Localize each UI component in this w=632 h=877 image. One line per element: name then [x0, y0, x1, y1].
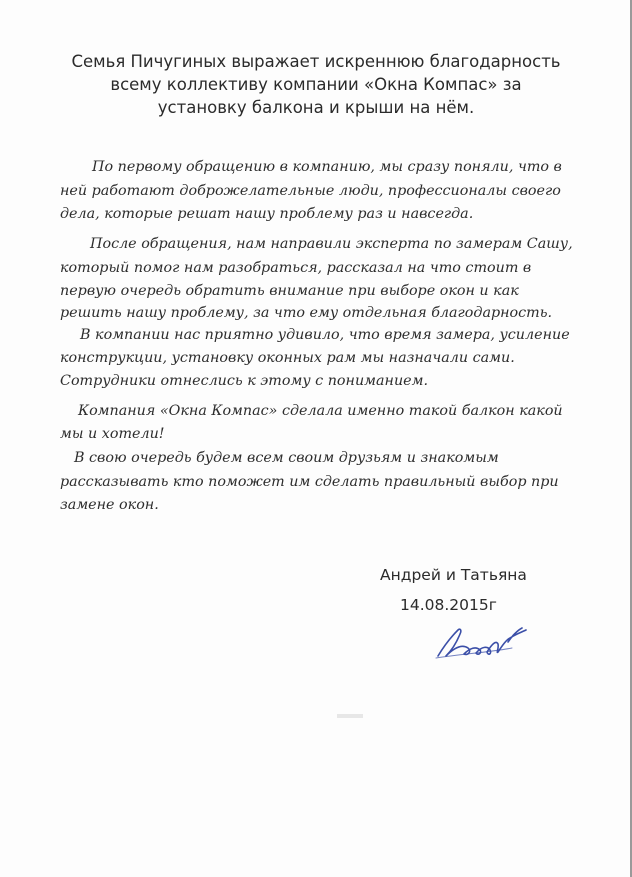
letter-heading: [40, 50, 592, 119]
heading-line: установку балкона и крыши на нём.: [157, 98, 475, 117]
body-line: По первому обращению в компанию, мы сразу поняли, что в: [92, 159, 562, 175]
body-line: В компании нас приятно удивило, что время замера, усиление: [80, 327, 570, 343]
letter-date: 14.08.2015г: [400, 596, 497, 614]
body-line: рассказывать кто поможет им сделать правильный выбор при: [60, 474, 559, 490]
body-line: первую очередь обратить внимание при выборе окон и как: [60, 283, 519, 299]
body-line: ней работают доброжелательные люди, профессионалы своего: [60, 183, 561, 199]
faint-mark: [336, 712, 364, 720]
body-line: В свою очередь будем всем своим друзьям и знакомым: [74, 450, 499, 466]
body-line: мы и хотели!: [60, 426, 165, 442]
body-line: Сотрудники отнеслись к этому с пониманием.: [60, 373, 429, 389]
signatory-names: Андрей и Татьяна: [380, 566, 527, 584]
body-line: После обращения, нам направили эксперта по замерам Сашу,: [90, 236, 573, 252]
body-line: замене окон.: [60, 497, 159, 513]
handwritten-signature: [432, 618, 542, 668]
body-line: дела, которые решат нашу проблему раз и навсегда.: [60, 206, 474, 222]
body-line: который помог нам разобраться, рассказал на что стоит в: [60, 260, 532, 276]
heading-line: всему коллективу компании «Окна Компас» за: [110, 75, 522, 94]
body-line: конструкции, установку оконных рам мы назначали сами.: [60, 350, 515, 366]
heading-line: Семья Пичугиных выражает искреннюю благодарность: [71, 52, 561, 71]
body-line: Компания «Окна Компас» сделала именно такой балкон какой: [78, 403, 563, 419]
body-line: решить нашу проблему, за что ему отдельная благодарность.: [60, 305, 553, 321]
